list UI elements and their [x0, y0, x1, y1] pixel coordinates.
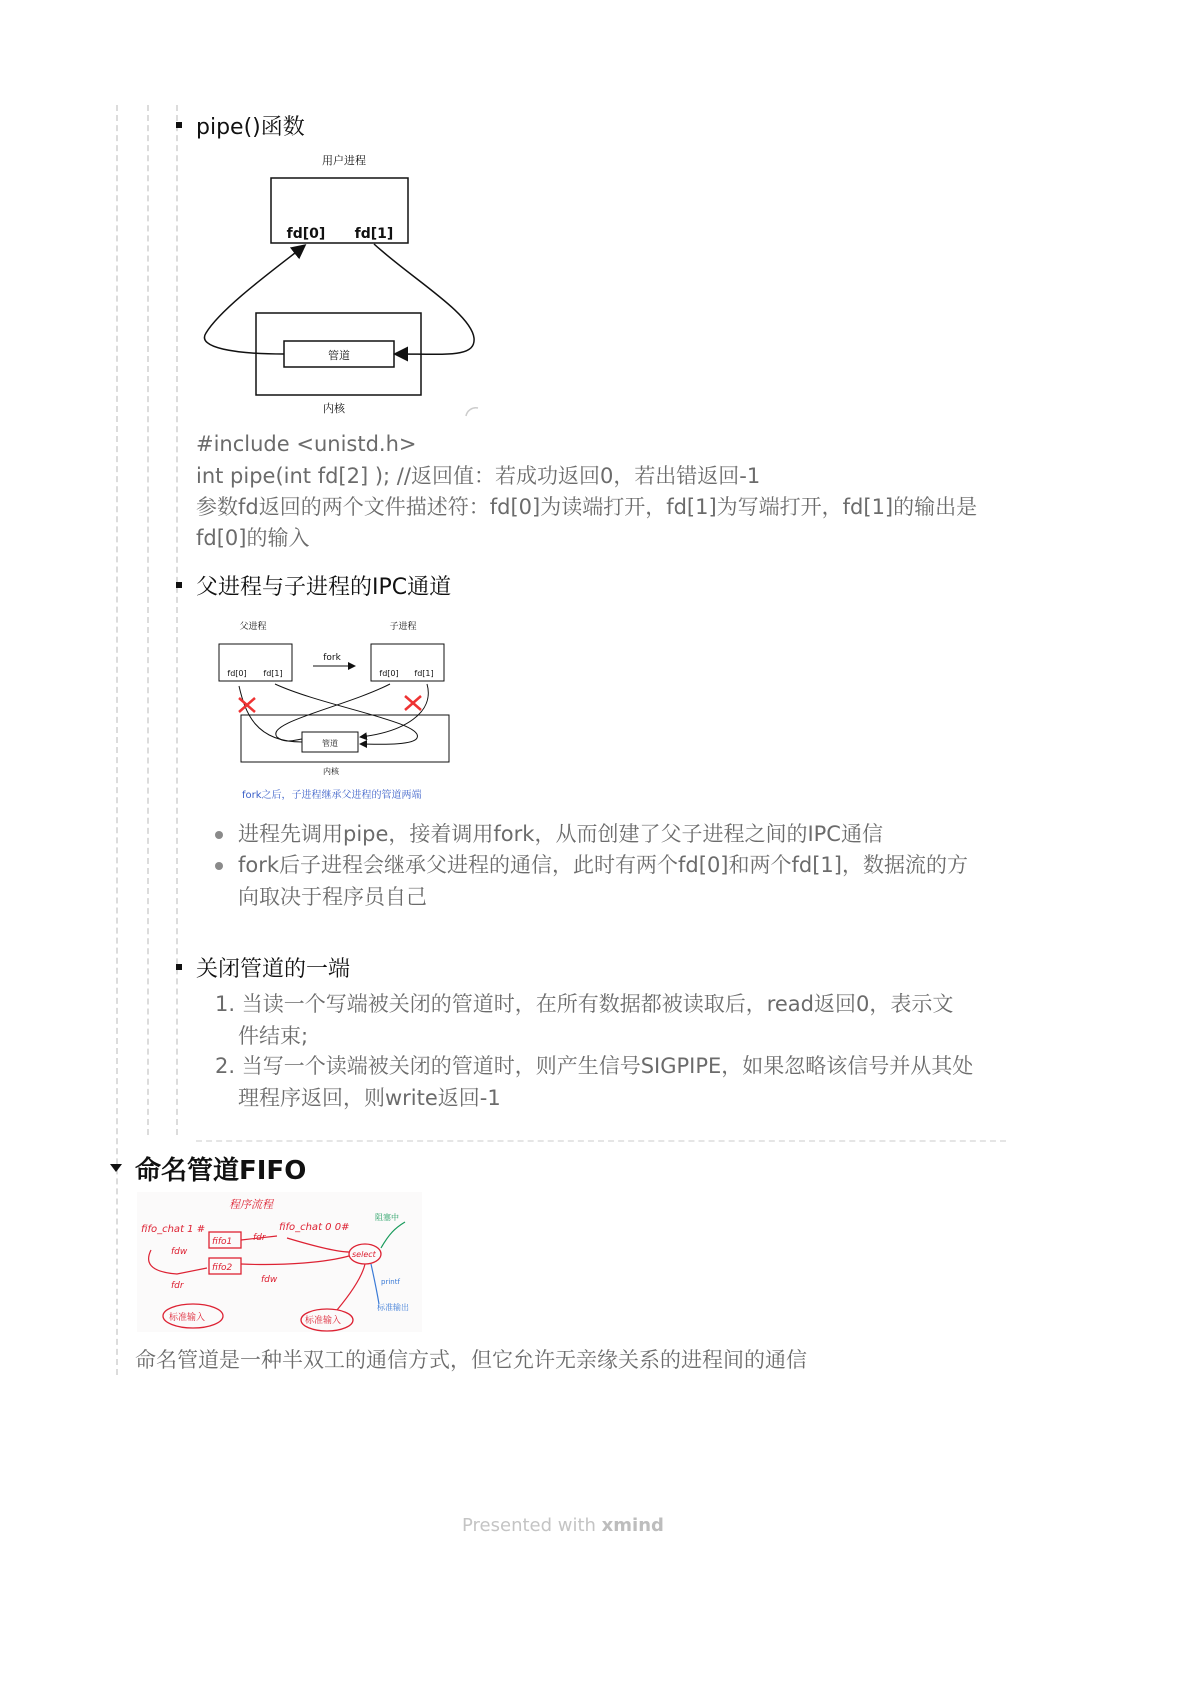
code-line-signature: int pipe(int fd[2] ); //返回值：若成功返回0，若出错返回-1: [196, 464, 761, 488]
sketch-node-b: fifo_chat 0 0#: [279, 1222, 350, 1233]
section-title-fifo[interactable]: 命名管道FIFO: [135, 1156, 307, 1186]
outline-guide-mid: [147, 105, 149, 1135]
bullet-square-icon: [176, 122, 182, 128]
code-line-param-desc: 参数fd返回的两个文件描述符：fd[0]为读端打开，fd[1]为写端打开，fd[1]的输出是: [196, 495, 978, 519]
code-line-param-desc-cont: fd[0]的输入: [196, 526, 310, 550]
sketch-node-a: fifo_chat 1 #: [141, 1224, 206, 1235]
ipc-parent-fd0: fd[0]: [227, 669, 247, 678]
diagram-fd0-label: fd[0]: [286, 226, 326, 242]
close-item-2-cont: 理程序返回，则write返回-1: [238, 1086, 501, 1110]
sketch-fdr-b: fdr: [171, 1281, 184, 1291]
sketch-stdin-b: 标准输入: [305, 1316, 342, 1326]
ipc-parent-label: 父进程: [239, 622, 267, 632]
outline-guide-outer: [116, 105, 118, 1375]
section-title-pipe[interactable]: pipe()函数: [196, 115, 305, 140]
bullet-square-icon: [176, 582, 182, 588]
ipc-bullet-2-cont: 向取决于程序员自己: [238, 885, 427, 909]
footer-presented-with: [462, 1515, 664, 1536]
outline-guide-inner: [176, 105, 178, 1135]
sketch-stdout: 标准输出: [377, 1303, 409, 1312]
ipc-caption: fork之后，子进程继承父进程的管道两端: [242, 790, 422, 801]
sketch-title: 程序流程: [229, 1198, 273, 1211]
bullet-dot-icon: [215, 831, 223, 839]
sketch-fdr-a: fdr: [253, 1233, 266, 1243]
pipe-diagram: [196, 148, 486, 423]
collapse-triangle-icon[interactable]: [110, 1164, 122, 1172]
bullet-square-icon: [176, 964, 182, 970]
sketch-block-label: 阻塞中: [375, 1213, 399, 1222]
sketch-stdin-a: 标准输入: [169, 1313, 206, 1323]
fifo-description: 命名管道是一种半双工的通信方式，但它允许无亲缘关系的进程间的通信: [135, 1348, 807, 1372]
sketch-fifo1: fifo1: [212, 1237, 233, 1247]
fifo-sketch-diagram: [137, 1192, 422, 1332]
sketch-fdw-b: fdw: [261, 1275, 278, 1285]
diagram-fd1-label: fd[1]: [354, 226, 394, 242]
ipc-child-fd1: fd[1]: [414, 669, 434, 678]
close-item-2: 2. 当写一个读端被关闭的管道时，则产生信号SIGPIPE，如果忽略该信号并从其处: [215, 1054, 974, 1078]
diagram-pipe-label: 管道: [328, 349, 350, 362]
footer-prefix: Presented with: [462, 1515, 602, 1536]
diagram-user-process-label: 用户进程: [322, 154, 366, 167]
footer-brand-logo[interactable]: xmind: [601, 1515, 664, 1536]
ipc-kernel-label: 内核: [323, 767, 339, 776]
sketch-fifo2: fifo2: [212, 1263, 233, 1273]
section-title-ipc[interactable]: 父进程与子进程的IPC通道: [196, 575, 452, 600]
ipc-child-label: 子进程: [389, 622, 417, 632]
ipc-bullet-2: fork后子进程会继承父进程的通信，此时有两个fd[0]和两个fd[1]，数据流的方: [238, 853, 968, 877]
close-item-1: 1. 当读一个写端被关闭的管道时，在所有数据都被读取后，read返回0，表示文: [215, 992, 954, 1016]
ipc-diagram: [205, 612, 475, 812]
code-line-include: #include <unistd.h>: [196, 432, 417, 456]
x-mark-icon: [405, 696, 421, 710]
sketch-select: select: [352, 1250, 376, 1259]
section-divider: [196, 1140, 1006, 1142]
ipc-child-fd0: fd[0]: [379, 669, 399, 678]
section-title-close[interactable]: 关闭管道的一端: [196, 957, 351, 982]
ipc-parent-fd1: fd[1]: [263, 669, 283, 678]
sketch-printf: printf: [381, 1278, 400, 1286]
sketch-fdw-a: fdw: [171, 1247, 188, 1257]
ipc-fork-label: fork: [323, 653, 341, 663]
close-item-1-cont: 件结束;: [238, 1024, 309, 1048]
ipc-bullet-1: 进程先调用pipe，接着调用fork，从而创建了父子进程之间的IPC通信: [238, 822, 883, 846]
bullet-dot-icon: [215, 862, 223, 870]
ipc-pipe-label: 管道: [322, 739, 338, 748]
diagram-kernel-label: 内核: [323, 402, 345, 415]
